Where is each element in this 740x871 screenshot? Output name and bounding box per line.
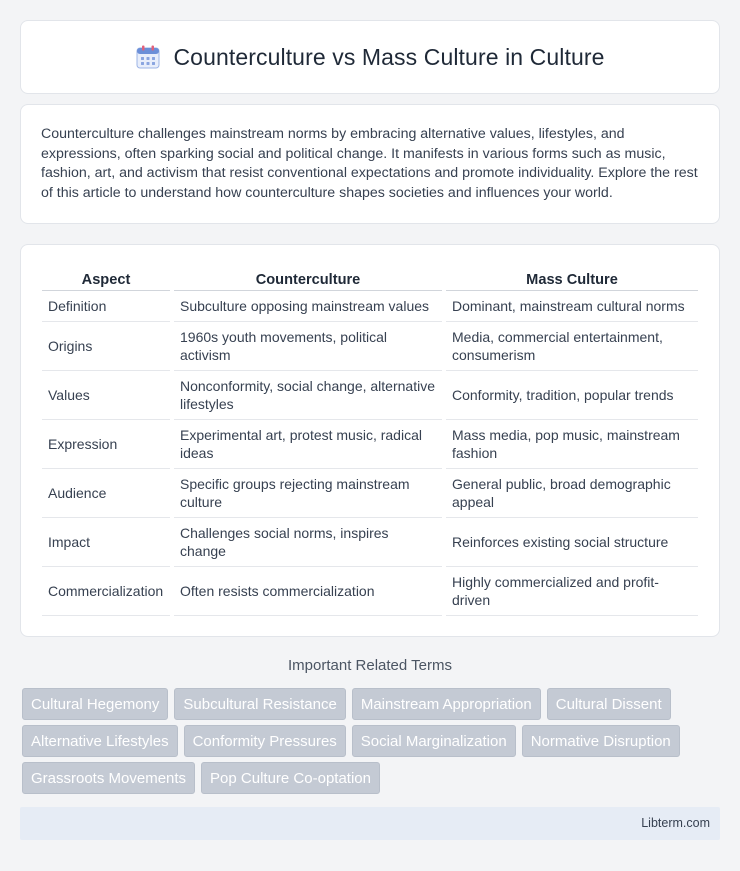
intro-paragraph: Counterculture challenges mainstream norms by embracing alternative values, lifestyles, and expressions, often sparking social and political change. It manifests in various forms such as music, fashion, art, and activism that resist conventional expectations and promote individuality. Explore the rest of this article to understand how counterculture shapes societies and influences your world.: [41, 126, 698, 201]
related-term-tag[interactable]: Social Marginalization: [352, 725, 516, 757]
related-term-tag[interactable]: Subcultural Resistance: [174, 688, 345, 720]
header-counterculture: Counterculture: [174, 265, 442, 291]
title-wrap: [135, 44, 604, 71]
table-cell-counterculture: Challenges social norms, inspires change: [174, 518, 442, 567]
table-cell-mass-culture: Highly commercialized and profit-driven: [446, 567, 698, 616]
table-cell-aspect: Impact: [42, 518, 170, 567]
table-cell-aspect: Commercialization: [42, 567, 170, 616]
related-term-tag[interactable]: Alternative Lifestyles: [22, 725, 178, 757]
table-cell-aspect: Definition: [42, 291, 170, 322]
table-cell-aspect: Expression: [42, 420, 170, 469]
related-terms-list: [22, 688, 722, 794]
table-row: [42, 322, 698, 371]
title-card: [20, 20, 720, 94]
table-cell-counterculture: 1960s youth movements, political activism: [174, 322, 442, 371]
related-term-tag[interactable]: Pop Culture Co-optation: [201, 762, 380, 794]
footer: [20, 807, 720, 840]
related-term-tag[interactable]: Conformity Pressures: [184, 725, 346, 757]
table-row: [42, 567, 698, 616]
table-cell-mass-culture: Mass media, pop music, mainstream fashion: [446, 420, 698, 469]
related-term-tag[interactable]: Grassroots Movements: [22, 762, 195, 794]
table-row: [42, 291, 698, 322]
table-row: [42, 518, 698, 567]
table-cell-counterculture: Specific groups rejecting mainstream culture: [174, 469, 442, 518]
related-term-tag[interactable]: Cultural Dissent: [547, 688, 671, 720]
intro-card: [20, 104, 720, 224]
related-term-tag[interactable]: Normative Disruption: [522, 725, 680, 757]
table-cell-counterculture: Subculture opposing mainstream values: [174, 291, 442, 322]
table-cell-counterculture: Nonconformity, social change, alternative lifestyles: [174, 371, 442, 420]
footer-brand-link[interactable]: Libterm.com: [641, 816, 710, 830]
comparison-table-card: [20, 244, 720, 637]
header-mass-culture: Mass Culture: [446, 265, 698, 291]
related-terms-title: Important Related Terms: [288, 657, 452, 674]
table-row: [42, 420, 698, 469]
table-cell-mass-culture: Media, commercial entertainment, consumerism: [446, 322, 698, 371]
table-cell-aspect: Audience: [42, 469, 170, 518]
table-header-row: [42, 265, 698, 291]
table-cell-mass-culture: General public, broad demographic appeal: [446, 469, 698, 518]
table-cell-mass-culture: Reinforces existing social structure: [446, 518, 698, 567]
related-term-tag[interactable]: Mainstream Appropriation: [352, 688, 541, 720]
table-cell-aspect: Values: [42, 371, 170, 420]
table-cell-aspect: Origins: [42, 322, 170, 371]
calendar-icon: [135, 44, 161, 70]
table-row: [42, 371, 698, 420]
comparison-table: [38, 265, 702, 616]
table-cell-mass-culture: Conformity, tradition, popular trends: [446, 371, 698, 420]
related-term-tag[interactable]: Cultural Hegemony: [22, 688, 168, 720]
page-title: Counterculture vs Mass Culture in Culture: [173, 43, 605, 70]
table-cell-counterculture: Often resists commercialization: [174, 567, 442, 616]
table-cell-counterculture: Experimental art, protest music, radical ideas: [174, 420, 442, 469]
header-aspect: Aspect: [42, 265, 170, 291]
table-row: [42, 469, 698, 518]
table-cell-mass-culture: Dominant, mainstream cultural norms: [446, 291, 698, 322]
